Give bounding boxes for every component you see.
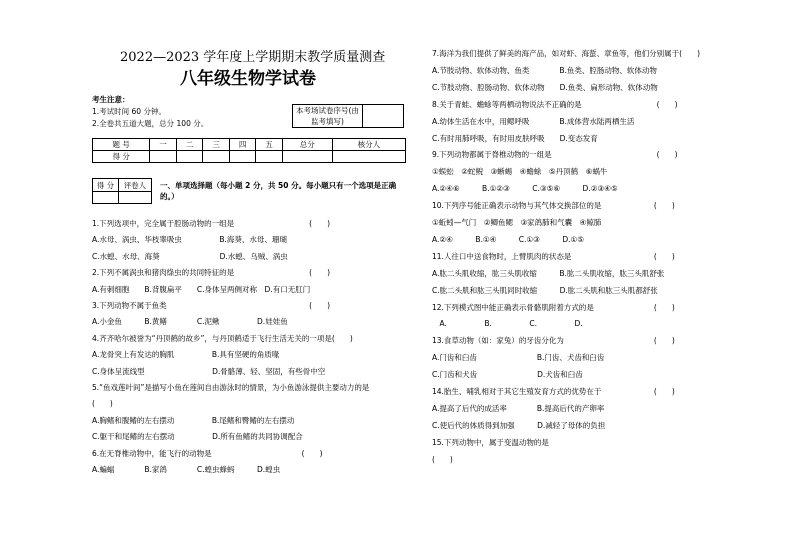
- section-title: 一、单项选择题（每小题 2 分，共 50 分。每小题只有一个选项是正确的。）: [160, 181, 397, 201]
- question-line: C.身体呈流线型 D.骨骼薄、轻、坚固，有些骨中空: [92, 366, 326, 376]
- question-line: C.肱二头肌和肱三头肌同时收缩 D.肱二头肌和肱三头肌都舒张: [432, 285, 658, 295]
- question-line: 7.海洋为我们提供了鲜美的海产品，如对虾、海蜇、章鱼等，他们分别属于( ): [432, 49, 701, 58]
- question-line: 12.下列模式图中能正确表示骨骼肌附着方式的是 ( ): [432, 302, 675, 312]
- question-line: A.幼体生活在水中，用鳃呼吸 B.成体营水陆两栖生活: [432, 116, 635, 126]
- question-line: A.有刺细胞 B.背腹扁平 C.身体呈两侧对称 D.有口无肛门: [92, 284, 311, 294]
- question-line: 8.关于青蛙、蟾蜍等两栖动物说法不正确的是 ( ): [432, 99, 678, 109]
- question-line: 5.“鱼戏莲叶间”是描写小鱼在莲间自由游泳时的情景，为小鱼游泳提供主要动力的是: [92, 383, 370, 392]
- question-line: A. B. C. D.: [432, 319, 583, 329]
- score-head: 五: [256, 139, 283, 151]
- question-line: 3.下列动物不属于鱼类 ( ): [92, 301, 331, 310]
- question-line: ①蚯蚓—气门 ②鲫鱼鳃 ③家鸽肺和气囊 ④鲸肺: [432, 218, 602, 227]
- score-head: 四: [229, 139, 256, 151]
- title-year: 2022—2023 学年度上学期期末教学质量测查: [120, 50, 386, 65]
- question-line: 9.下列动物都属于脊椎动物的一组是 ( ): [432, 150, 678, 160]
- question-line: C.门齿和犬齿 D.犬齿和臼齿: [432, 370, 583, 380]
- question-line: 13.食草动物（如：家兔）的牙齿分化为 ( ): [432, 336, 675, 346]
- question-line: 11.人往口中送食物时，上臂肌肉的状态是 ( ): [432, 251, 675, 261]
- question-line: A.②④⑥ B.①②③ C.③⑤⑥ D.②③④⑤: [432, 184, 618, 194]
- score-head: 三: [203, 139, 230, 151]
- score-head: 一: [150, 139, 177, 151]
- score-head: 二: [176, 139, 203, 151]
- question-line: 1.下列选项中，完全属于腔肠动物的一组是 ( ): [92, 219, 331, 228]
- question-line: A.胸鳍和腹鳍的左右摆动 B.尾鳍和臀鳍的左右摆动: [92, 415, 295, 425]
- note-2: 2.全卷共五道大题，总分 100 分。: [92, 119, 209, 128]
- question-line: C.水螅、水母、海葵 D.水螅、乌贼、涡虫: [92, 251, 288, 261]
- notes-head: 考生注意：: [92, 95, 130, 104]
- question-line: 10.下列序号能正确表示动物与其气体交换部位的是 ( ): [432, 201, 675, 211]
- question-line: 14.胎生、哺乳相对于其它生殖发育方式的优势在于 ( ): [432, 387, 675, 396]
- question-line: 6.在无脊椎动物中，能飞行的动物是 ( ): [92, 448, 323, 458]
- question-line: C.节肢动物、腔肠动物、软体动物 D.鱼类、扁形动物、软体动物: [432, 82, 658, 92]
- question-line: A.提高了后代的成活率 B.提高后代的产卵率: [432, 403, 605, 413]
- question-line: 4.齐齐哈尔被誉为“丹顶鹤的故乡”，与丹顶鹤适于飞行生活无关的一项是( ): [92, 333, 353, 343]
- question-line: ( ): [92, 399, 113, 409]
- question-line: ( ): [432, 454, 453, 464]
- question-line: A.节肢动物、软体动物、鱼类 B.鱼类、腔肠动物、软体动物: [432, 65, 657, 75]
- score-head: 题 号: [93, 139, 150, 151]
- question-line: A.蝙蝠 B.家鸽 C.蝗虫蜂蚂 D.蝗虫: [92, 465, 281, 474]
- score-table: 题 号 一 二 三 四 五 总分 核分人 得 分: [92, 138, 406, 163]
- question-line: C.有时用肺呼吸，有时用皮肤呼吸 D.变态发育: [432, 133, 598, 143]
- question-line: C.躯干和尾鳍的左右摆动 D.所有鱼鳍的共同协调配合: [92, 432, 303, 442]
- question-line: A.门齿和臼齿 B.门齿、犬齿和臼齿: [432, 353, 605, 363]
- question-line: A.②④ B.①④ C.①③ D.①⑤: [432, 234, 584, 244]
- question-line: C.使后代的体质得到加强 D.减轻了母体的负担: [432, 420, 606, 430]
- score-head: 总分: [282, 139, 332, 151]
- question-line: A.小金鱼 B.黄鳝 C.泥鳅 D.娃娃鱼: [92, 317, 288, 327]
- question-line: ①蜈蚣 ②蛇鲵 ③蜥蜴 ④蟾蜍 ⑤丹顶鹤 ⑥蜗牛: [432, 167, 608, 177]
- question-line: 15.下列动物中，属于变温动物的是: [432, 437, 549, 447]
- title-main: 八年级生物学试卷: [180, 69, 316, 89]
- seat-label: 本考场试卷序号(由监考填写): [293, 105, 363, 128]
- question-line: 2.下列不属涡虫和猪肉绦虫的共同特征的是 ( ): [92, 268, 331, 278]
- question-line: A.龙骨突上有发达的胸肌 B.具有坚硬的角质喙: [92, 350, 280, 360]
- question-line: A.肱二头肌收缩，肱三头肌收缩 B.肱二头肌收缩，肱三头肌舒张: [432, 268, 665, 278]
- question-line: A.水母、涡虫、华枝睾吸虫 B.海葵、水母、珊瑚: [92, 235, 287, 245]
- note-1: 1.考试时间 60 分钟。: [92, 107, 166, 116]
- score-head: 核分人: [332, 139, 405, 151]
